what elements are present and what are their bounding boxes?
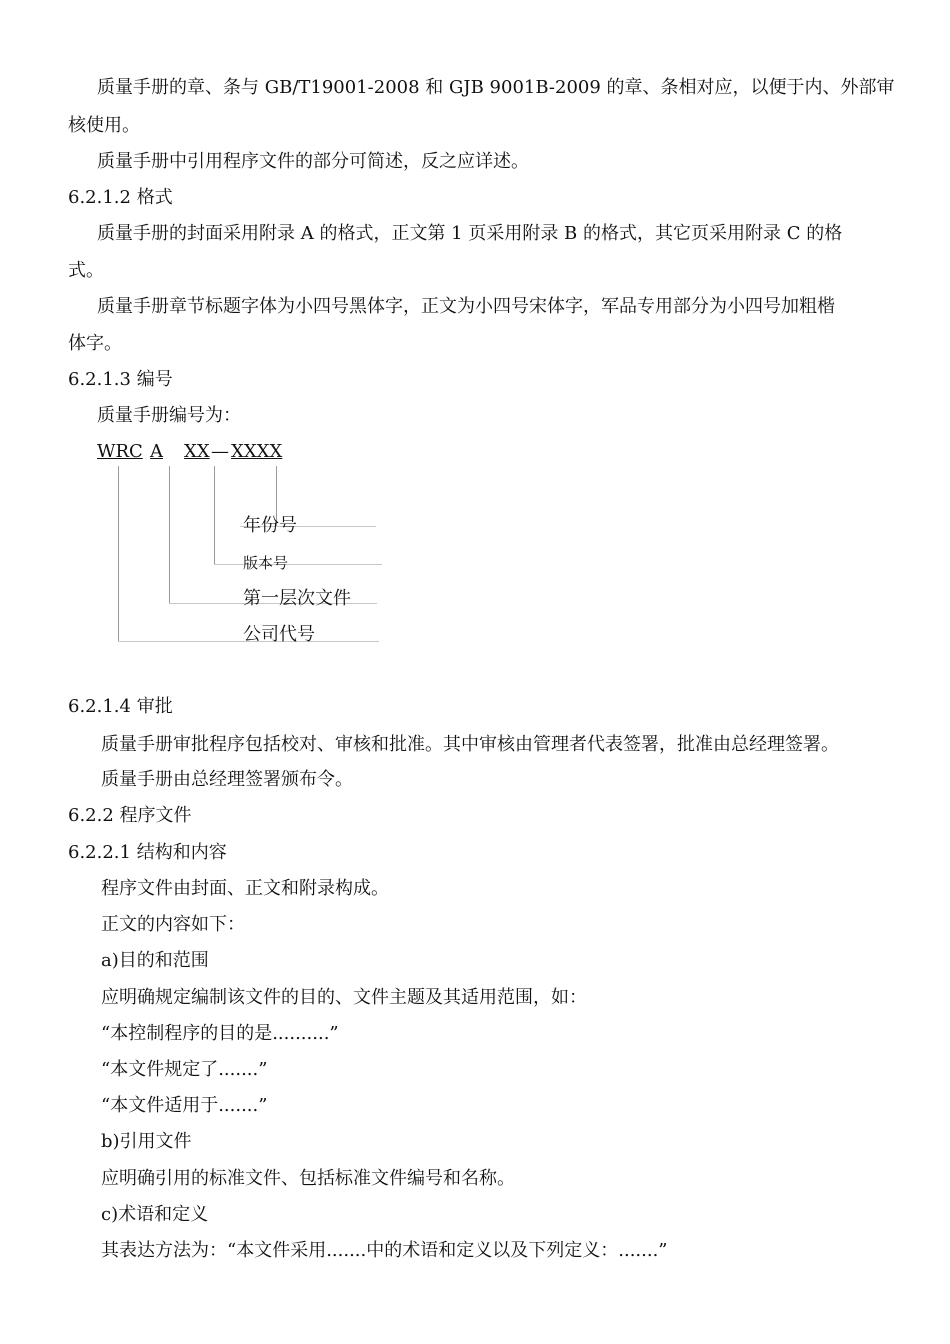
body-text: 应明确引用的标准文件、包括标准文件编号和名称。: [101, 1168, 515, 1189]
connector-level-v: [169, 466, 170, 604]
body-text: 质量手册的章、条与 GB/T19001-2008 和 GJB 9001B-2009 的章、条相对应，以便于内、外部审: [97, 77, 895, 98]
body-text: 质量手册中引用程序文件的部分可简述，反之应详述。: [97, 151, 529, 172]
code-level: A: [150, 441, 163, 462]
code-year: XXXX: [231, 441, 283, 462]
body-text: 质量手册的封面采用附录 A 的格式，正文第 1 页采用附录 B 的格式，其它页采用附录 C 的格: [97, 223, 843, 244]
body-text: 质量手册编号为：: [97, 405, 241, 426]
example-text: “本文件规定了.......”: [101, 1059, 268, 1080]
section-heading: 6.2.2.1 结构和内容: [68, 842, 227, 863]
connector-version-v: [214, 466, 215, 564]
body-text: 正文的内容如下：: [101, 914, 245, 935]
connector-company-v: [118, 466, 119, 642]
label-level: 第一层次文件: [243, 588, 351, 609]
code-version: XX: [184, 441, 210, 462]
label-version: 版本号: [243, 554, 289, 572]
body-text: 式。: [68, 260, 104, 281]
list-heading: b)引用文件: [101, 1131, 192, 1152]
code-dash: —: [211, 441, 229, 462]
body-text: 质量手册章节标题字体为小四号黑体字，正文为小四号宋体字，军品专用部分为小四号加粗楷: [97, 296, 835, 317]
body-text: 体字。: [68, 333, 122, 354]
section-heading: 6.2.2 程序文件: [68, 805, 192, 826]
section-heading: 6.2.1.3 编号: [68, 369, 173, 390]
example-text: “本文件适用于.......”: [101, 1095, 268, 1116]
example-text: “本控制程序的目的是..........”: [101, 1023, 339, 1044]
list-heading: a)目的和范围: [101, 950, 209, 971]
body-text: 程序文件由封面、正文和附录构成。: [101, 878, 389, 899]
section-heading: 6.2.1.2 格式: [68, 187, 173, 208]
body-text: 核使用。: [68, 115, 140, 136]
section-heading: 6.2.1.4 审批: [68, 696, 173, 717]
connector-version-h: [214, 564, 382, 565]
body-text: 质量手册由总经理签署颁布令。: [101, 769, 353, 790]
label-company: 公司代号: [243, 624, 315, 645]
code-company: WRC: [97, 441, 143, 462]
body-text: 其表达方法为：“本文件采用.......中的术语和定义以及下列定义：.......”: [101, 1240, 668, 1261]
label-year: 年份号: [243, 515, 297, 536]
body-text: 应明确规定编制该文件的目的、文件主题及其适用范围，如：: [101, 987, 587, 1008]
list-heading: c)术语和定义: [101, 1204, 209, 1225]
body-text: 质量手册审批程序包括校对、审核和批准。其中审核由管理者代表签署，批准由总经理签署。: [101, 734, 839, 755]
